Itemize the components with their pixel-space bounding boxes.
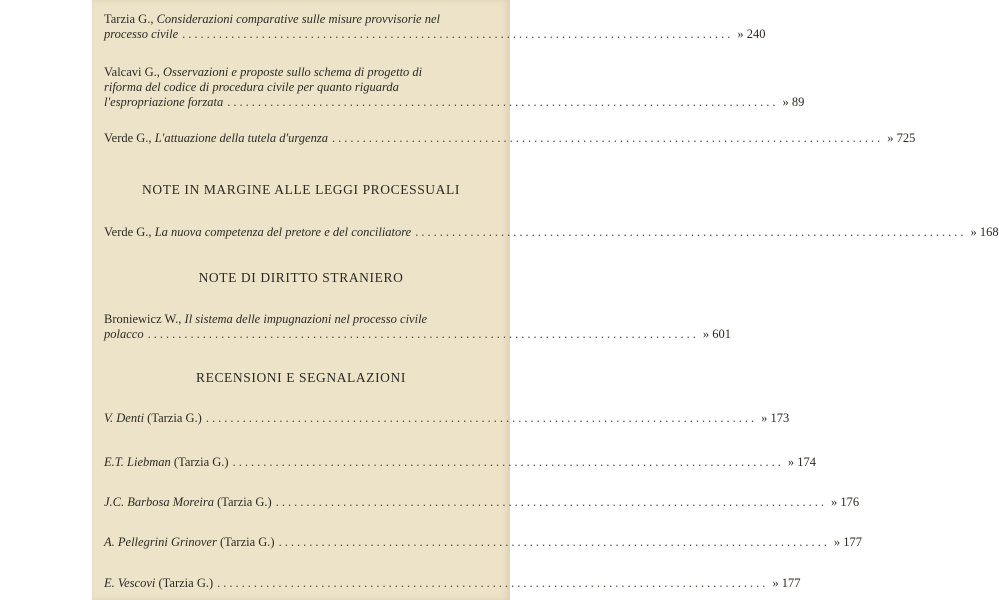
entry-page: » 601 [702,327,731,341]
leader-dots: .......................................................................................... [331,131,884,145]
entry-line [104,65,504,80]
toc-entry [104,225,999,240]
entry-last-line [104,27,766,42]
toc-entry [104,455,816,470]
entry-title-end: La nuova competenza del pretore e del conciliatore [154,225,412,239]
entry-page: » 173 [761,411,790,425]
entry-author: A. Pellegrini Grinover [104,535,217,549]
toc-entry [104,312,731,342]
entry-reviewer: (Tarzia G.) [173,455,229,469]
toc-entry [104,12,766,42]
entry-page: » 174 [787,455,816,469]
entry-last-line [104,411,790,426]
entry-author: Verde G., [104,225,152,239]
entry-last-line [104,495,860,510]
entry-page: » 168 [970,225,999,239]
toc-entry [104,131,916,146]
entry-page: » 176 [830,495,860,509]
toc-entry [104,65,805,110]
entry-author: Tarzia G., [104,12,154,26]
entry-title-line: Il sistema delle impugnazioni nel processo civile [184,312,428,326]
section-heading: NOTE DI DIRITTO STRANIERO [198,270,404,285]
entry-page: » 177 [833,535,862,549]
toc-entry [104,495,860,510]
leader-dots: .......................................................................................... [217,576,769,590]
section-heading: RECENSIONI E SEGNALAZIONI [196,370,406,385]
entry-author: J.C. Barbosa Moreira [104,495,214,509]
entry-author: E. Vescovi [104,576,156,590]
leader-dots: .......................................................................................... [275,495,827,509]
toc-entry [104,411,790,426]
entry-page: » 89 [782,95,805,109]
leader-dots: .......................................................................................... [415,225,967,239]
entry-last-line [104,535,862,550]
entry-author: E.T. Liebman [104,455,171,469]
leader-dots: .......................................................................................... [227,95,779,109]
entry-last-line [104,327,731,342]
entry-reviewer: (Tarzia G.) [217,495,272,509]
entry-line [104,312,504,327]
entry-title-line: Osservazioni e proposte sullo schema di progetto di [163,65,423,79]
entry-last-line [104,455,816,470]
entry-last-line [104,576,801,591]
toc-entry [104,535,862,550]
leader-dots: .......................................................................................... [232,455,784,469]
entry-author: Broniewicz W., [104,312,182,326]
entry-title-end: processo civile [104,27,179,41]
entry-title-line: Considerazioni comparative sulle misure provvisorie nel [156,12,440,26]
entry-page: » 725 [887,131,916,145]
toc-entry [104,576,801,591]
entry-page: » 240 [737,27,766,41]
entry-line [104,12,504,27]
entry-author: Valcavi G., [104,65,160,79]
entry-page: » 177 [772,576,801,590]
entry-reviewer: (Tarzia G.) [147,411,202,425]
entry-title-end: l'espropriazione forzata [104,95,224,109]
entry-last-line [104,95,805,110]
leader-dots: .......................................................................................... [147,327,699,341]
entry-author: Verde G., [104,131,152,145]
leader-dots: .......................................................................................... [182,27,734,41]
entry-last-line [104,131,916,146]
entry-title-end: polacco [104,327,144,341]
entry-reviewer: (Tarzia G.) [219,535,275,549]
entry-author: V. Denti [104,411,145,425]
section-heading: NOTE IN MARGINE ALLE LEGGI PROCESSUALI [142,182,460,197]
entry-title-line: riforma del codice di procedura civile per quanto riguarda [104,80,399,94]
leader-dots: .......................................................................................... [205,411,758,425]
entry-title-end: L'attuazione della tutela d'urgenza [154,131,328,145]
entry-last-line [104,225,999,240]
entry-reviewer: (Tarzia G.) [158,576,214,590]
leader-dots: .......................................................................................... [278,535,830,549]
